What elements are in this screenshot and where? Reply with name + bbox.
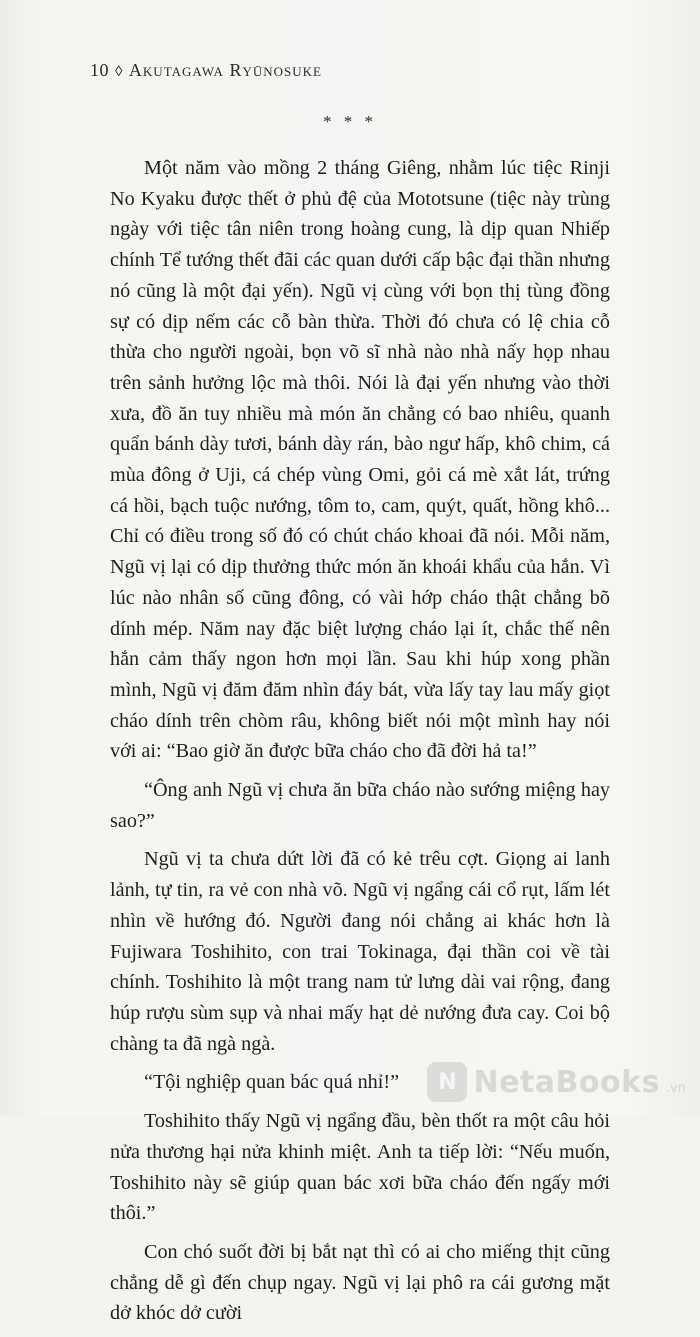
paragraph-1: Một năm vào mồng 2 tháng Giêng, nhằm lúc tiệc Rinji No Kyaku được thết ở phủ đệ của Mototsune (tiệc này trùng ngày với tiệc tân niên trong hoàng cung, là dịp quan Nhiếp chính Tể tướng thết đãi các quan dưới cấp bậc đại thần nhưng nó cũng là một đại yến). Ngũ vị cùng với bọn thị tùng đồng sự có dịp nếm các cỗ bàn thừa. Thời đó chưa có lệ chia cỗ thừa cho người ngoài, bọn võ sĩ nhà nào nhà nấy họp nhau trên sảnh hưởng lộc mà thôi. Nói là đại yến nhưng vào thời xưa, đồ ăn tuy nhiều mà món ăn chẳng có bao nhiêu, quanh quẩn bánh dày tươi, bánh dày rán, bào ngư hấp, khô chim, cá mùa đông ở Uji, cá chép vùng Omi, gỏi cá mè xắt lát, trứng cá hồi, bạch tuộc nướng, tôm to, cam, quýt, quất, hồng khô... Chỉ có điều trong số đó có chút cháo khoai đã nói. Mỗi năm, Ngũ vị lại có dịp thưởng thức món ăn khoái khẩu của hắn. Vì lúc nào nhân số cũng đông, có vài hớp cháo thật chẳng bõ dính mép. Năm nay đặc biệt lượng cháo lại ít, chắc thế nên hắn cảm thấy ngon hơn mọi lần. Sau khi húp xong phần mình, Ngũ vị đăm đăm nhìn đáy bát, vừa lấy tay lau mấy giọt cháo dính trên chòm râu, không biết nói một mình hay nói với ai: “Bao giờ ăn được bữa cháo cho đã đời hả ta!”: [110, 157, 610, 763]
paragraph-5: Toshihito thấy Ngũ vị ngẩng đầu, bèn thốt ra một câu hỏi nửa thương hại nửa khinh miệt. Anh ta tiếp lời: “Nếu muốn, Toshihito này sẽ giúp quan bác xơi bữa cháo đến ngấy mới thôi.”: [110, 1110, 610, 1225]
paragraph-6: Con chó suốt đời bị bắt nạt thì có ai cho miếng thịt cũng chẳng dễ gì đến chụp ngay. Ngũ vị lại phô ra cái gương mặt dở khóc dở cười: [110, 1240, 610, 1325]
running-head: [90, 60, 322, 81]
author-name: Akutagawa Ryūnosuke: [128, 60, 322, 80]
header-separator: ◊: [115, 64, 123, 80]
watermark-text: NetaBooks: [473, 1064, 660, 1100]
section-break: * * *: [323, 112, 377, 131]
watermark: [427, 1062, 686, 1102]
body-text: [110, 153, 610, 1337]
paragraph-4: “Tội nghiệp quan bác quá nhỉ!”: [144, 1071, 400, 1094]
paragraph-2: “Ông anh Ngũ vị chưa ăn bữa cháo nào sướng miệng hay sao?”: [110, 779, 610, 832]
page-number: 10: [90, 60, 109, 80]
watermark-suffix: .vn: [665, 1081, 686, 1096]
netabooks-logo-icon: N: [427, 1062, 467, 1102]
paragraph-3: Ngũ vị ta chưa dứt lời đã có kẻ trêu cợt. Giọng ai lanh lảnh, tự tin, ra vẻ con nhà võ. Ngũ vị ngẩng cái cổ rụt, lấm lét nhìn về hướng đó. Người đang nói chẳng ai khác hơn là Fujiwara Toshihito, con trai Tokinaga, đại thần coi về tài chính. Toshihito là một trang nam tử lưng dài vai rộng, đang húp rượu sùm sụp và nhai mấy hạt dẻ nướng đưa cay. Coi bộ chàng ta đã ngà ngà.: [110, 848, 610, 1055]
